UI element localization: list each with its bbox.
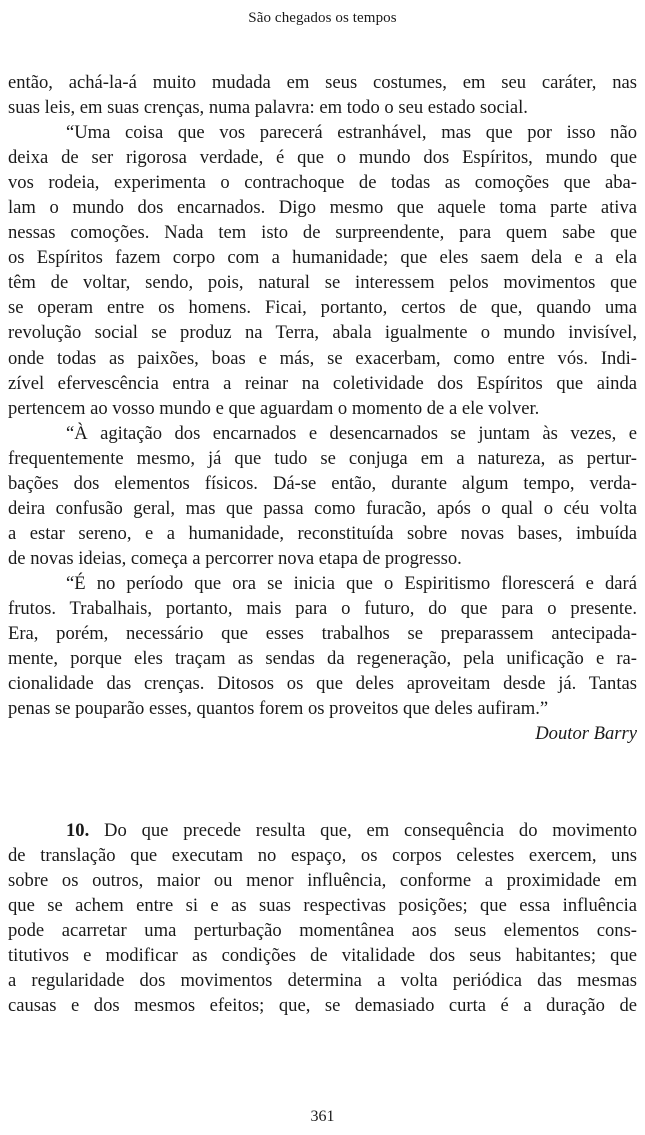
text-line: se operam entre os homens. Ficai, portanto, certos de que, quando uma (8, 297, 637, 319)
body-text-lower (8, 818, 637, 1018)
text-line: deixa de ser rigorosa verdade, é que o mundo dos Espíritos, mundo que (8, 147, 637, 169)
text-line: “À agitação dos encarnados e desencarnados se juntam às vezes, e (66, 422, 637, 444)
text-line: penas se pouparão esses, quantos forem os proveitos que deles aufiram.” (8, 698, 549, 720)
text-line: os Espíritos fazem corpo com a humanidade; que eles saem dela e a ela (8, 247, 637, 269)
text-line: mente, porque eles traçam as sendas da regeneração, pela unificação e ra- (8, 648, 637, 670)
text-line: causas e dos mesmos efeitos; que, se demasiado curta é a duração de (8, 995, 637, 1017)
page-number: 361 (310, 1108, 335, 1125)
text-line: então, achá-la-á muito mudada em seus costumes, em seu caráter, nas (8, 72, 637, 93)
text-line: cionalidade das crenças. Ditosos os que deles aproveitam desde já. Tantas (8, 673, 637, 695)
text-line: pertencem ao vosso mundo e que aguardam o momento de a ele volver. (8, 397, 540, 419)
text-line: nessas comoções. Nada tem isto de surpreendente, para quem sabe que (8, 222, 637, 244)
section-number: 10. (66, 820, 90, 841)
text-line: bações dos elementos físicos. Dá-se então, durante algum tempo, verda- (8, 472, 637, 494)
text-line: têm de voltar, sendo, pois, natural se interessem pelos movimentos que (8, 272, 637, 294)
text-line: onde todas as paixões, boas e más, se exacerbam, como entre vós. Indi- (8, 347, 637, 369)
text-line (8, 818, 637, 843)
text-line: de novas ideias, começa a percorrer nova etapa de progresso. (8, 547, 462, 569)
text-line: suas leis, em suas crenças, numa palavra: em todo o seu estado social. (8, 97, 528, 119)
text-line: titutivos e modificar as condições de vitalidade dos seus habitantes; que (8, 945, 637, 967)
text-line: pode acarretar uma perturbação momentânea aos seus elementos cons- (8, 920, 637, 942)
text-line: zível efervescência entra a reinar na coletividade dos Espíritos que ainda (8, 372, 637, 394)
text-line: Era, porém, necessário que esses trabalhos se preparassem antecipada- (8, 623, 637, 645)
text-line: “É no período que ora se inicia que o Espiritismo florescerá e dará (66, 572, 637, 594)
text-line: “Uma coisa que vos parecerá estranhável, mas que por isso não (66, 122, 637, 144)
text-line: revolução social se produz na Terra, abala igualmente o mundo invisível, (8, 322, 637, 344)
text-line: a regularidade dos movimentos determina a volta periódica das mesmas (8, 970, 637, 992)
text-line: deira confusão geral, mas que passa como furacão, após o qual o céu volta (8, 497, 637, 519)
text-line: frequentemente mesmo, já que tudo se conjuga em a natureza, as pertur- (8, 447, 637, 469)
running-title: São chegados os tempos (248, 10, 397, 26)
text-line: vos rodeia, experimenta o contrachoque de todas as comoções que aba- (8, 172, 637, 194)
text-line: frutos. Trabalhais, portanto, mais para o futuro, do que para o presente. (8, 597, 637, 619)
text-line: de translação que executam no espaço, os corpos celestes exercem, uns (8, 845, 637, 867)
text-line-content: Do que precede resulta que, em consequência do movimento (89, 820, 637, 841)
text-line: sobre os outros, maior ou menor influência, conforme a proximidade em (8, 870, 637, 892)
body-text-upper (8, 70, 637, 746)
text-line: que se achem entre si e as suas respectivas posições; que essa influência (8, 895, 637, 917)
text-line: a estar sereno, e a humanidade, reconstituída sobre novas bases, imbuída (8, 522, 637, 544)
author-signature: Doutor Barry (535, 723, 637, 745)
text-line: lam o mundo dos encarnados. Digo mesmo que aquele toma parte ativa (8, 197, 637, 219)
